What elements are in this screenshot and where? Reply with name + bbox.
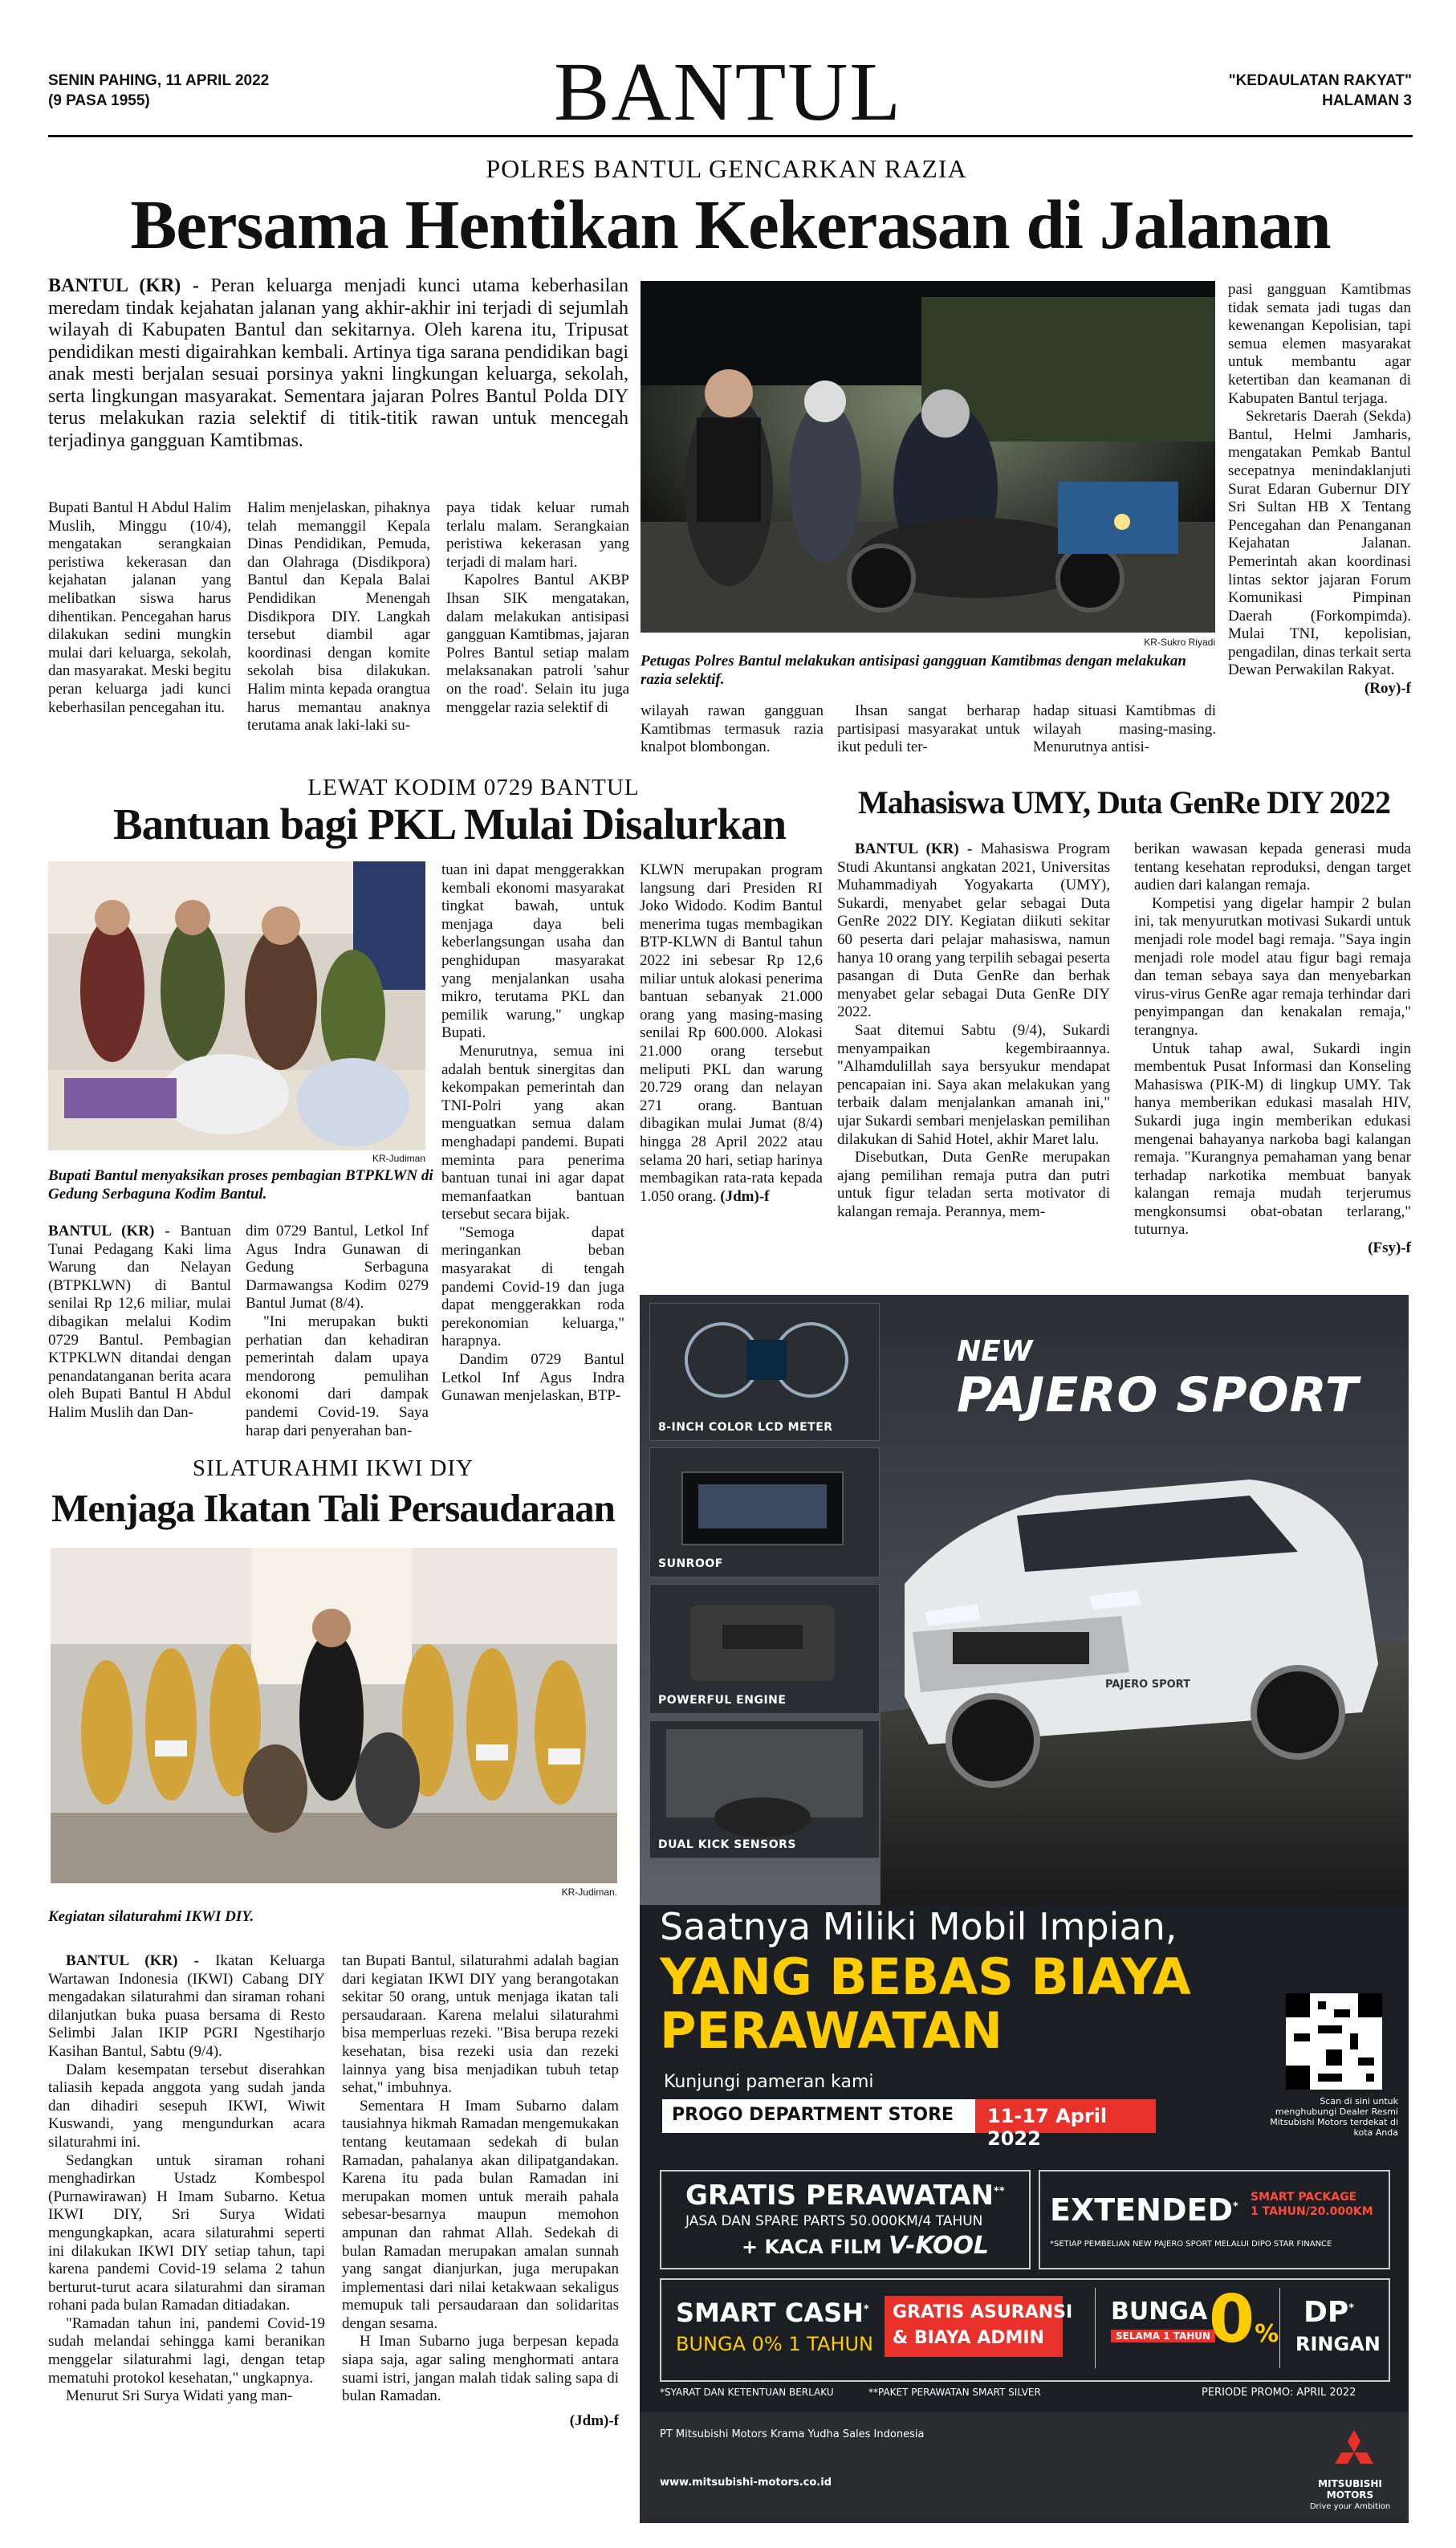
ad-dealer: PT Mitsubishi Motors Krama Yudha Sales Indonesia	[660, 2428, 925, 2440]
paper-name: BANTUL	[554, 46, 902, 138]
ad-feature-sunroof-label: SUNROOF	[658, 1557, 723, 1570]
ad-zero-value: 0	[1209, 2281, 1255, 2358]
story1-col4a-text: pasi gangguan Kamtibmas tidak semata jadi tugas dan kewenangan Kepolisian, tapi semua elemen masyarakat untuk membantu agar ketertiban dan keamanan di Kabupaten Bantul terjaga.	[1228, 281, 1411, 407]
ad-free-service-star: **	[994, 2185, 1005, 2198]
ad-store-banner	[662, 2099, 1156, 2150]
mitsubishi-logo-icon	[1330, 2428, 1378, 2473]
ad-kaca-film: + KACA FILM	[742, 2236, 882, 2258]
story1-col3b-text: Kapolres Bantul AKBP Ihsan SIK mengatakan, dalam melakukan antisipasi gangguan Kamtibmas, jajaran Polres Bantul setiap malam melaksanakan patroli 'sahur on the road'. Selain itu juga menggelar razia selektif di	[446, 572, 629, 716]
story2-col4-text: KLWN merupakan program langsung dari Presiden RI Joko Widodo. Kodim Bantul menerima tugas membagikan BTP-KLWN di Bantul tahun 2022 ini sebesar Rp 12,6 miliar untuk alokasi penerima bantuan sebanyak 21.000 orang yang masing-masing senilai Rp 600.000. Alokasi 21.000 orang tersebut meliputi PKL dan warung 20.729 orang dan nelayan 271 orang. Bantuan dibagikan mulai Jumat (8/4) hingga 28 April 2022 atau selama 20 hari, setiap harinya membagikan rata-rata kepada 1.050 orang.	[640, 861, 823, 1205]
story1-bottom-2	[837, 702, 1020, 757]
ad-free-service-title: GRATIS PERAWATAN	[685, 2180, 994, 2212]
story3-column-1	[837, 841, 1110, 1221]
kick-sensor-icon	[650, 1721, 879, 1858]
ad-dp-line	[1303, 2296, 1354, 2329]
ad-model-name: PAJERO SPORT	[957, 1367, 1359, 1423]
story4-col2a-text: tan Bupati Bantul, silaturahmi adalah bagian dari kegiatan IKWI DIY yang berangotakan sekitar 50 orang, untuk menjaga ikatan tali persaudaraan. Karena melalui silaturahmi bisa memperluas rezeki. "Bisa berupa rezeki kesehatan, bisa rezeki usia dan rezeki lainnya yang bisa menjadikan tubuh tetap sehat," imbuhnya.	[342, 1952, 619, 2097]
ad-smart-cash-line	[676, 2298, 869, 2328]
story2-caption: Bupati Bantul menyaksikan proses pembagian BTPKLWN di Gedung Serbaguna Kodim Bantul.	[48, 1167, 433, 1203]
story1-kicker: POLRES BANTUL GENCARKAN RAZIA	[486, 154, 967, 183]
ad-bunga-label: BUNGA	[1111, 2298, 1208, 2326]
ikwi-group-photo	[51, 1548, 617, 1883]
ad-feature-lcd	[649, 1303, 880, 1441]
story3-column-2	[1134, 841, 1411, 1258]
ad-kaca-film-line	[742, 2232, 989, 2260]
story2-headline: Bantuan bagi PKL Mulai Disalurkan	[112, 800, 787, 849]
ad-footer	[640, 2412, 1409, 2523]
story2-col1-para	[48, 1223, 231, 1423]
ad-qr-code[interactable]	[1286, 1993, 1382, 2090]
story3-col2a-text: berikan wawasan kepada generasi muda tentang kesehatan reproduksi, dengan target audien dari kalangan remaja.	[1134, 841, 1411, 894]
story1-bottom-1-text: wilayah rawan gangguan Kamtibmas termasuk razia knalpot blombongan.	[641, 702, 824, 756]
story2-column-1	[48, 1223, 231, 1423]
ad-smart-package: SMART PACKAGE	[1251, 2191, 1357, 2204]
ad-feature-sunroof	[649, 1447, 880, 1577]
story1-col1-text: Bupati Bantul H Abdul Halim Muslih, Minggu (10/4), mengatakan serangkaian peristiwa kekerasan dan kejahatan jalanan yang melibatkan siswa harus dihentikan. Pencegahan harus dilakukan sedini mungkin mulai dari keluarga, sekolah, dan masyarakat. Meski begitu peran keluarga jadi kunci keberhasilan pencegahan itu.	[48, 499, 231, 716]
story2-column-2	[246, 1223, 429, 1440]
ad-financing-box	[660, 2278, 1390, 2382]
ad-free-service-sub: JASA DAN SPARE PARTS 50.000KM/4 TAHUN	[685, 2213, 983, 2229]
story1-column-2	[247, 499, 430, 735]
story4-col1-text: Ikatan Keluarga Wartawan Indonesia (IKWI) Cabang DIY mengadakan silaturahmi dan siraman rohani dilanjutkan buka puasa bersama di Resto Selimbi Jalan IKIP PGRI Ngestiharjo Kasihan Bantul, Sabtu (9/4).	[48, 1952, 325, 2060]
speedometer-icon	[650, 1304, 879, 1440]
story3-col1-tag: BANTUL (KR) -	[855, 841, 973, 857]
story2-col3d-text: Dandim 0729 Bantul Letkol Inf Agus Indra Gunawan menjelaskan, BTP-	[441, 1351, 624, 1405]
ad-feature-engine-label: POWERFUL ENGINE	[658, 1694, 787, 1707]
story4-headline: Menjaga Ikatan Tali Persaudaraan	[51, 1486, 615, 1530]
story4-column-2	[342, 1952, 619, 2430]
ad-tagline-1: Saatnya Miliki Mobil Impian,	[660, 1905, 1177, 1948]
story2-column-4	[640, 861, 823, 1206]
story1-col2-text: Halim menjelaskan, pihaknya telah memanggil Kepala Dinas Pendidikan, Pemuda, dan Olahraga (Disdikpora) Bantul dan Kepala Balai Pendidikan Menengah Disdikpora DIY. Langkah tersebut diambil agar koordinasi dengan komite sekolah bisa dilakukan. Halim minta kepada orangtua harus memantau anaknya terutama anak laki-laki su-	[247, 499, 430, 735]
story1-col3a-text: paya tidak keluar rumah terlalu malam. Serangkaian peristiwa kekerasan yang terjadi di malam hari.	[446, 499, 629, 571]
story4-photo	[51, 1548, 617, 1883]
story1-headline: Bersama Hentikan Kekerasan di Jalanan	[130, 185, 1331, 263]
ad-store-name: PROGO DEPARTMENT STORE	[672, 2105, 954, 2125]
story4-col1c-text: Sedangkan untuk siraman rohani menghadirkan Ustadz Kombespol (Purnawirawan) H Imam Subarno. Ketua IKWI DIY, Sri Surya Widati mengungkapkan, acara silaturahmi seperti ini dilakukan IKWI DIY setiap tahun, tapi karena pandemi Covid-19 selama 2 tahun berturut-turut acara silaturahmi dan siraman rohani pada bulan Ramadan ditiadakan.	[48, 2151, 325, 2314]
masthead-page: HALAMAN 3	[1322, 92, 1412, 109]
ad-car-plate: PAJERO SPORT	[1105, 1679, 1190, 1691]
ad-terms: *SYARAT DAN KETENTUAN BERLAKU	[660, 2387, 834, 2398]
story1-lead	[48, 275, 628, 452]
ad-extended-star: *	[1232, 2200, 1238, 2213]
story1-col4b-text: Sekretaris Daerah (Sekda) Bantul, Helmi Jamharis, mengatakan Pemkab Bantul secepatnya menindaklanjuti Surat Edaran Gubernur DIY Sri Sultan HB X Tentang Pencegahan dan Penanganan Kejahatan Jalanan. Pemerintah akan koordinasi lintas sektor jajaran Forum Komunikasi Pimpinan Daerah (Forkompimda). Mulai TNI, kepolisian, pengadilan, dinas terkait serta Dewan Perwakilan Rakyat.	[1228, 408, 1411, 679]
story4-col1e-text: Menurut Sri Surya Widati yang man-	[66, 2387, 293, 2405]
ad-feature-kick-sensor-label: DUAL KICK SENSORS	[658, 1838, 796, 1851]
ad-bunga-sub: SELAMA 1 TAHUN	[1111, 2330, 1215, 2342]
story4-col2c-text: H Iman Subarno juga berpesan kepada siapa saja, agar saling menghormati antara suami istri, jangan malah tidak saling sapa di bulan Ramadan.	[342, 2333, 619, 2405]
ad-extended-title: EXTENDED	[1050, 2192, 1233, 2228]
story4-byline: (Jdm)-f	[569, 2412, 619, 2429]
ad-qr-note: Scan di sini untuk menghubungi Dealer Resmi Mitsubishi Motors terdekat di kota Anda	[1270, 2096, 1398, 2138]
pkl-aid-photo	[48, 861, 425, 1150]
ad-smart-cash-rate: BUNGA 0% 1 TAHUN	[676, 2333, 874, 2355]
story1-bottom-2-text: Ihsan sangat berharap partisipasi masyarakat untuk ikut peduli ter-	[837, 702, 1020, 756]
story4-kicker: SILATURAHMI IKWI DIY	[192, 1455, 474, 1481]
story1-caption: Petugas Polres Bantul melakukan antisipasi gangguan Kamtibmas dengan melakukan razia selektif.	[641, 653, 1186, 688]
story1-column-3	[446, 499, 629, 717]
ad-store-dates: 11-17 April 2022	[987, 2105, 1108, 2150]
ad-gratis-asuransi: GRATIS ASURANSI	[893, 2302, 1073, 2322]
story2-photo-credit: KR-Judiman	[372, 1153, 425, 1164]
ad-brand: MITSUBISHI MOTORS	[1318, 2478, 1382, 2501]
story2-col1-text: Bantuan Tunai Pedagang Kaki lima Warung dan Nelayan (BTPKLWN) di Bantul senilai Rp 12,6 miliar, mulai dibagikan melalui Kodim 0729 Bantul. Pembagian KTPKLWN ditandai dengan penandatanganan berita acara oleh Bupati Bantul H Abdul Halim Muslih dan Dan-	[48, 1223, 231, 1421]
story1-photo-credit: KR-Sukro Riyadi	[1144, 637, 1215, 648]
story4-photo-credit: KR-Judiman.	[561, 1887, 617, 1898]
ad-tagline-2: YANG BEBAS BIAYA	[660, 1948, 1191, 2006]
masthead-publisher-block	[1229, 71, 1412, 111]
story2-column-3	[441, 861, 624, 1406]
ad-smart-cash-star: *	[863, 2303, 869, 2316]
story3-col1c-text: Disebutkan, Duta GenRe merupakan ajang pemilihan remaja putra dan putri untuk figur teladan serta motivator di kalangan remaja. Perannya, mem-	[837, 1149, 1110, 1220]
story4-col2b-text: Sementara H Imam Subarno dalam tausiahnya hikmah Ramadan mengemukakan tentang keutamaan sedekah di bulan Ramadan, pahalanya akan dilipatgandakan. Karena itu pada bulan Ramadan ini merupakan momen untuk meraih pahala sebesar-besarnya maupun memohon ampunan dan rahmat Allah. Sedekah di bulan Ramadan merupakan amalan sunnah yang sangat dianjurkan, juga merupakan implementasi dari nilai ketakwaan sekaligus memupuk tali persaudaraan dan solidaritas dengan sesama.	[342, 2097, 619, 2332]
ad-feature-engine	[649, 1584, 880, 1714]
pajero-sport-ad	[640, 1295, 1409, 2523]
story2-photo	[48, 861, 425, 1150]
story3-col2b-text: Kompetisi yang digelar hampir 2 bulan ini, tak menyurutkan motivasi Sukardi untuk menjadi role model bagi remaja. "Saya ingin menjadi role model atau figur bagi remaja dan teman sebaya saya dan menyebarkan virus-virus GenRe agar remaja terhindar dari penyimpangan dan kenakalan remaja," terangnya.	[1134, 894, 1411, 1039]
ad-smart-cash: SMART CASH	[676, 2298, 864, 2328]
ad-brand-tag: Drive your Ambition	[1309, 2502, 1391, 2511]
ad-smart-package-term: 1 TAHUN/20.000KM	[1251, 2205, 1373, 2218]
story1-bottom-3	[1033, 702, 1216, 757]
story1-byline: (Roy)-f	[1364, 680, 1411, 698]
ad-ringan: RINGAN	[1295, 2333, 1381, 2355]
masthead-rule	[48, 135, 1413, 137]
story2-col2-text: dim 0729 Bantul, Letkol Inf Agus Indra Gunawan di Gedung Serbaguna Darmawangsa Kodim 0279 Bantul Jumat (8/4).	[246, 1223, 429, 1313]
story3-col1-text: Mahasiswa Program Studi Akuntansi angkatan 2021, Universitas Muhammadiyah Yogyakarta (UMY), Sukardi, menyabet gelar sebagai Duta GenRe 2022 DIY. Kegiatan diikuti sekitar 60 peserta dari pelajar mahasiswa, namun hanya 10 orang yang terpilih sebagai peserta pasangan di Duta GenRe dan berhak menyabet gelar sebagai Duta GenRe DIY 2022.	[837, 841, 1110, 1021]
ad-new-label: NEW	[957, 1335, 1033, 1368]
story4-col1-para	[48, 1952, 325, 2062]
ad-zero-rate	[1209, 2280, 1279, 2375]
ad-dp: DP	[1303, 2296, 1349, 2329]
story1-column-1	[48, 499, 231, 717]
story4-caption: Kegiatan silaturahmi IKWI DIY.	[48, 1908, 254, 1925]
story2-col4-para	[640, 861, 823, 1206]
police-raid-photo	[641, 281, 1215, 633]
masthead-date: SENIN PAHING, 11 APRIL 2022	[48, 72, 270, 89]
ad-extended-note: *SETIAP PEMBELIAN NEW PAJERO SPORT MELALUI DIPO STAR FINANCE	[1050, 2240, 1332, 2249]
story2-byline: (Jdm)-f	[720, 1187, 770, 1205]
ad-dp-star: *	[1348, 2302, 1355, 2314]
story4-column-1	[48, 1952, 325, 2406]
story1-bottom-3-text: hadap situasi Kamtibmas di wilayah masing-masing. Menurutnya antisi-	[1033, 702, 1216, 756]
story2-col3c-text: "Semoga dapat meringankan beban masyarakat di tengah pandemi Covid-19 dan juga dapat menggerakkan roda perekonomian keluarga," harapnya.	[441, 1223, 624, 1350]
qr-code-icon	[1286, 1993, 1382, 2090]
story4-col1d-text: "Ramadan tahun ini, pandemi Covid-19 sudah melandai sehingga kami beranikan menggelar silaturahmi lagi, dengan tetap mematuhi protokol kesehatan," ungkapnya.	[48, 2314, 325, 2387]
masthead-pasa: (9 PASA 1955)	[48, 92, 150, 109]
ad-extended-line	[1050, 2192, 1238, 2228]
ad-terms-2: **PAKET PERAWATAN SMART SILVER	[868, 2387, 1041, 2398]
story1-bottom-1	[641, 702, 824, 757]
story3-col2c-text: Untuk tahap awal, Sukardi ingin membentuk Pusat Informasi dan Konseling Mahasiswa (PIK-M) di lingkup UMY. Tak hanya memberikan edukasi masalah HIV, Sukardi juga ingin memberikan edukasi mengenai bahayanya narkoba bagi kalangan remaja. "Kurangnya pemahaman yang benar terhadap narkotika membuat banyak kalangan remaja mudah terjerumus mengkonsumsi obat-obatan terlarang," tuturnya.	[1134, 1040, 1411, 1239]
ad-feature-lcd-label: 8-INCH COLOR LCD METER	[658, 1421, 833, 1434]
story3-col1-para	[837, 841, 1110, 1022]
story1-photo	[641, 281, 1215, 633]
ad-visit-label: Kunjungi pameran kami	[664, 2072, 874, 2092]
story2-kicker: LEWAT KODIM 0729 BANTUL	[307, 775, 640, 800]
story1-lead-text: Peran keluarga menjadi kunci utama keberhasilan meredam tindak kejahatan jalanan yang akhir-akhir ini terjadi di sejumlah wilayah di Kabupaten Bantul dan sekitarnya. Oleh karena itu, Tripusat pendidikan mesti digairahkan kembali. Artinya tiga sarana pendidikan bagi anak mesti berjalan sesuai porsinya yakni lingkungan keluarga, sekolah, serta lingkungan masyarakat. Sementara jajaran Polres Bantul Polda DIY terus melakukan razia selektif di titik-titik rawan untuk mencegah terjadinya gangguan Kamtibmas.	[48, 275, 629, 451]
ad-website[interactable]: www.mitsubishi-motors.co.id	[660, 2477, 832, 2489]
ad-feature-kick-sensor	[649, 1720, 880, 1858]
story1-column-4	[1228, 281, 1411, 698]
masthead-publisher: "KEDAULATAN RAKYAT"	[1228, 72, 1412, 89]
ad-free-service-box	[660, 2170, 1031, 2269]
story2-col1-tag: BANTUL (KR) -	[48, 1223, 170, 1239]
ad-zero-percent: %	[1255, 2320, 1279, 2348]
story4-col1b-text: Dalam kesempatan tersebut diserahkan taliasih kepada anggota yang sudah janda dan dihadiri sesepuh IKWI, Wiwit Kuswandi, yang mengundurkan acara silaturahmi ini.	[48, 2061, 325, 2151]
ad-biaya-admin: & BIAYA ADMIN	[893, 2328, 1045, 2348]
story2-col3a-text: tuan ini dapat menggerakkan kembali ekonomi masyarakat tingkat bawah, untuk menjaga daya beli keberlangsungan usaha dan penghidupan masyarakat yang menjalankan usaha mikro, terutama PKL dan pemilik warung," ungkap Bupati.	[441, 861, 624, 1042]
story1-lead-tag: BANTUL (KR) -	[48, 275, 199, 296]
ad-vkool: V-KOOL	[889, 2232, 989, 2260]
ad-tagline-3: PERAWATAN	[660, 2001, 1003, 2060]
story4-col1-tag: BANTUL (KR) -	[66, 1952, 199, 1969]
story3-col1b-text: Saat ditemui Sabtu (9/4), Sukardi menyampaikan kegembiraannya. "Alhamdulillah saya bersyukur mendapat pencapaian ini. Saya akan melakukan yang terbaik dalam menjalankan amanah ini," ujar Sukardi sembari menjelaskan pemilihan dilakukan di Sahid Hotel, akhir Maret lalu.	[837, 1021, 1110, 1148]
ad-period: PERIODE PROMO: APRIL 2022	[1202, 2387, 1356, 2399]
story3-headline: Mahasiswa UMY, Duta GenRe DIY 2022	[857, 784, 1391, 820]
ad-free-service-line	[685, 2180, 1005, 2212]
story2-col3b-text: Menurutnya, semua ini adalah bentuk sinergitas dan kekompakan pemerintah dan TNI-Polri yang akan menguatkan semua dalam menghadapi pandemi. Bupati meminta para penerima bantuan tunai ini agar dapat memanfaatkan bantuan tersebut secara bijak.	[441, 1042, 624, 1223]
ad-insurance-badge	[885, 2296, 1073, 2357]
story3-byline: (Fsy)-f	[1368, 1239, 1411, 1257]
ad-extended-box	[1039, 2170, 1390, 2269]
story2-col2b-text: "Ini merupakan bukti perhatian dan kehadiran pemerintah dalam upaya mendorong pemulihan ekonomi dari dampak pandemi Covid-19. Saya harap dari penyerahan ban-	[246, 1313, 429, 1439]
